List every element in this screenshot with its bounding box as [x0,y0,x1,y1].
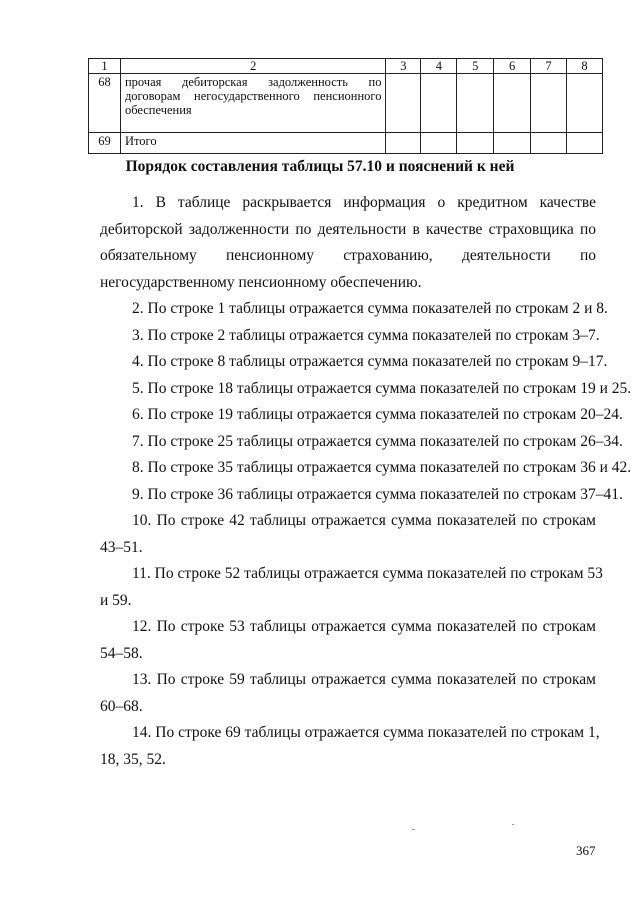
paragraph: 4. По строке 8 таблицы отражается сумма показателей по строкам 9–17. [132,353,608,370]
row-description-line: Итого [124,134,157,148]
table-cell [531,74,567,133]
table-cell [494,74,531,133]
paragraph [100,508,596,561]
scan-speck [512,824,514,825]
row-description [120,133,386,154]
column-number: 7 [531,59,567,74]
paragraph: 6. По строке 19 таблицы отражается сумма показателей по строкам 20–24. [132,406,623,423]
table-cell [567,74,603,133]
paragraph: 8. По строке 35 таблицы отражается сумма показателей по строкам 36 и 42. [132,459,632,476]
row-number: 68 [89,74,121,133]
column-number: 8 [567,59,603,74]
paragraph [100,667,596,720]
table-header-row [89,59,603,74]
paragraph-line: 13. По строке 59 таблицы отражается сумма показателей по строкам [132,671,596,688]
row-number: 69 [89,133,121,154]
section-heading: Порядок составления таблицы 57.10 и пояснений к ней [125,158,515,175]
paragraph-line: 14. По строке 69 таблицы отражается сумма показателей по строкам 1, [132,724,600,741]
column-number: 3 [386,59,421,74]
scan-speck [412,829,415,830]
paragraph [100,614,596,667]
row-description-line: договорам негосударственного пенсионного [124,89,382,103]
paragraph-line: 10. По строке 42 таблицы отражается сумма показателей по строкам [132,512,596,529]
paragraph-line: обязательному пенсионному страхованию, деятельности по [100,247,596,264]
row-description-line: прочая дебиторская задолженность по [124,75,382,89]
table-cell [421,133,457,154]
table-cell [494,133,531,154]
data-table [88,58,603,154]
paragraph-line: 18, 35, 52. [100,750,166,768]
paragraph-line: негосударственному пенсионному обеспечению. [100,273,422,291]
column-number: 2 [120,59,386,74]
paragraph: 5. По строке 18 таблицы отражается сумма показателей по строкам 19 и 25. [132,379,632,397]
paragraph-line: 11. По строке 52 таблицы отражается сумма показателей по строкам 53 [132,565,603,582]
table-cell [386,74,421,133]
table-cell [421,74,457,133]
body-text [100,190,632,773]
paragraph-line: 12. По строке 53 таблицы отражается сумма показателей по строкам [132,618,596,635]
paragraph-line: дебиторской задолженности по деятельности в качестве страховщика по [100,220,596,238]
paragraph: 9. По строке 36 таблицы отражается сумма показателей по строкам 37–41. [132,485,623,503]
paragraph-line: 54–58. [100,644,143,662]
table-row [89,74,603,133]
table-cell [567,133,603,154]
table-cell [386,133,421,154]
column-number: 4 [421,59,457,74]
table-cell [457,133,494,154]
row-description [120,74,386,133]
table-cell [531,133,567,154]
paragraph [100,720,600,773]
page-number: 367 [576,843,596,858]
row-description-line: обеспечения [124,103,192,117]
table-row [89,133,603,154]
paragraph [100,190,596,296]
paragraph-line: 43–51. [100,538,143,556]
column-number: 1 [89,59,121,74]
table-cell [457,74,494,133]
paragraph-line: и 59. [100,591,132,609]
paragraph-line: 60–68. [100,697,143,715]
paragraph-line: 1. В таблице раскрывается информация о кредитном качестве [132,194,596,211]
paragraph [100,561,603,614]
column-number: 6 [494,59,531,74]
paragraph: 2. По строке 1 таблицы отражается сумма показателей по строкам 2 и 8. [132,300,608,317]
paragraph: 3. По строке 2 таблицы отражается сумма показателей по строкам 3–7. [132,326,600,344]
column-number: 5 [457,59,494,74]
paragraph: 7. По строке 25 таблицы отражается сумма показателей по строкам 26–34. [132,432,623,450]
